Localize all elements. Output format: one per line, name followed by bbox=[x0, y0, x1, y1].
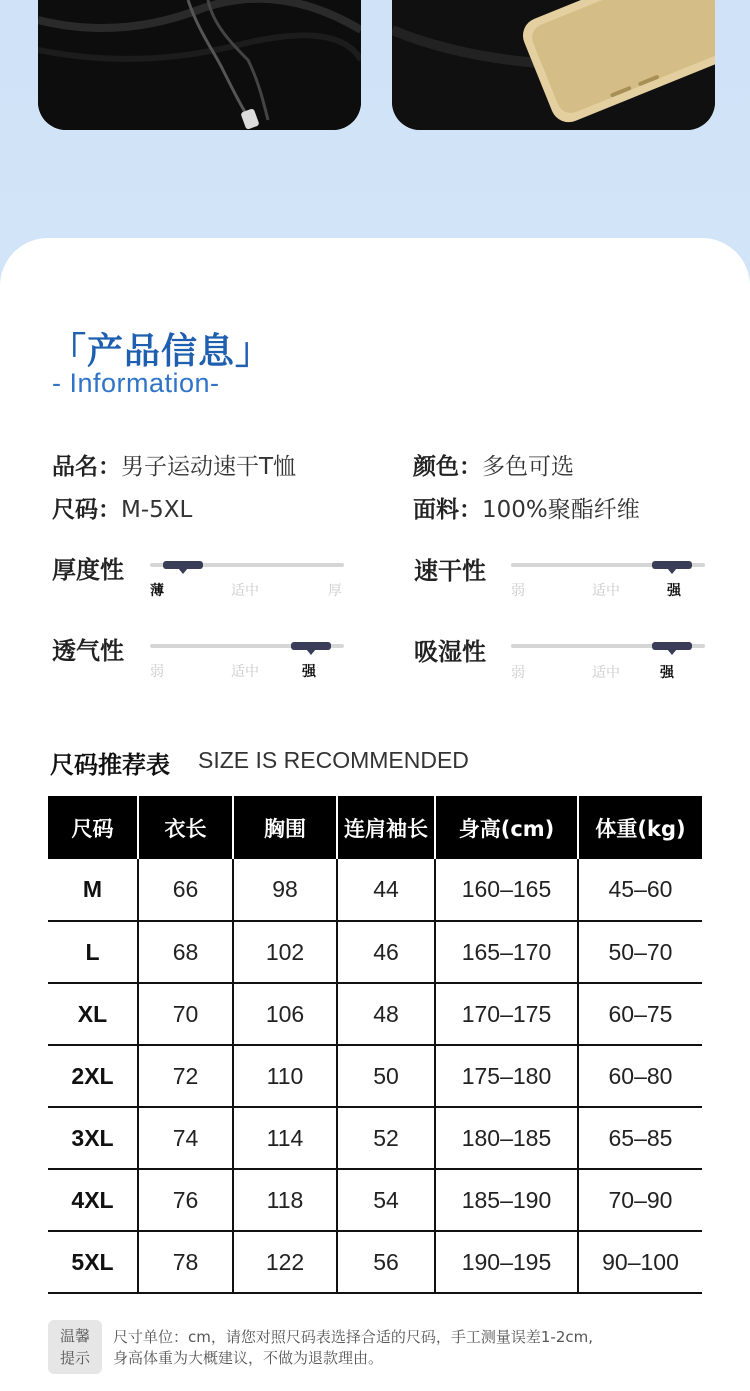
table-cell: 74 bbox=[138, 1107, 233, 1169]
col-header: 体重(kg) bbox=[578, 796, 702, 859]
metric-tick: 适中 bbox=[231, 664, 259, 680]
metric-slider bbox=[511, 644, 705, 648]
metric-tick: 适中 bbox=[231, 583, 259, 599]
note-line1: 尺寸单位：cm，请您对照尺码表选择合适的尺码，手工测量误差1-2cm, bbox=[113, 1328, 593, 1346]
table-cell: 175–180 bbox=[435, 1045, 578, 1107]
col-header: 衣长 bbox=[138, 796, 233, 859]
col-header: 身高(cm) bbox=[435, 796, 578, 859]
table-cell: 72 bbox=[138, 1045, 233, 1107]
table-cell: 70 bbox=[138, 983, 233, 1045]
metric-slider bbox=[511, 563, 705, 567]
metric-tick: 强 bbox=[302, 664, 316, 680]
metric-tick: 强 bbox=[667, 583, 681, 599]
table-cell: 2XL bbox=[48, 1045, 138, 1107]
info-name bbox=[52, 448, 296, 481]
col-header: 胸围 bbox=[233, 796, 337, 859]
table-cell: 98 bbox=[233, 859, 337, 921]
metric-tick: 薄 bbox=[150, 583, 164, 599]
table-cell: 50–70 bbox=[578, 921, 702, 983]
table-cell: 44 bbox=[337, 859, 435, 921]
table-cell: 170–175 bbox=[435, 983, 578, 1045]
metric-tick: 适中 bbox=[592, 665, 620, 681]
table-cell: 106 bbox=[233, 983, 337, 1045]
table-row bbox=[48, 1169, 702, 1231]
table-cell: 60–75 bbox=[578, 983, 702, 1045]
metric-tick: 弱 bbox=[511, 583, 525, 599]
metric-slider bbox=[150, 644, 344, 648]
section-title: 「产品信息」 bbox=[50, 331, 273, 372]
table-cell: 66 bbox=[138, 859, 233, 921]
table-cell: 185–190 bbox=[435, 1169, 578, 1231]
metric-tick: 强 bbox=[660, 665, 674, 681]
table-cell: 110 bbox=[233, 1045, 337, 1107]
col-header: 连肩袖长 bbox=[337, 796, 435, 859]
table-cell: 52 bbox=[337, 1107, 435, 1169]
metric-tick: 弱 bbox=[511, 665, 525, 681]
metric-thumb bbox=[652, 642, 692, 650]
metric-thumb bbox=[291, 642, 331, 650]
table-row bbox=[48, 983, 702, 1045]
table-cell: 180–185 bbox=[435, 1107, 578, 1169]
table-cell: 78 bbox=[138, 1231, 233, 1293]
table-cell: 122 bbox=[233, 1231, 337, 1293]
note-line2: 身高体重为大概建议，不做为退款理由。 bbox=[113, 1349, 384, 1367]
table-cell: M bbox=[48, 859, 138, 921]
metric-label: 吸湿性 bbox=[414, 638, 486, 666]
note-badge bbox=[48, 1320, 102, 1374]
size-table bbox=[48, 796, 702, 1294]
table-cell: L bbox=[48, 921, 138, 983]
metric-slider bbox=[150, 563, 344, 567]
info-size bbox=[52, 491, 192, 524]
table-cell: 45–60 bbox=[578, 859, 702, 921]
info-fabric-label: 面料： bbox=[413, 497, 482, 523]
note-text bbox=[113, 1327, 593, 1369]
table-cell: 68 bbox=[138, 921, 233, 983]
table-cell: 160–165 bbox=[435, 859, 578, 921]
table-row bbox=[48, 1045, 702, 1107]
table-cell: 190–195 bbox=[435, 1231, 578, 1293]
metric-label: 速干性 bbox=[414, 557, 486, 585]
info-fabric-value: 100%聚酯纤维 bbox=[482, 497, 640, 523]
table-cell: 65–85 bbox=[578, 1107, 702, 1169]
product-photo-drawstring bbox=[38, 0, 361, 130]
table-cell: 48 bbox=[337, 983, 435, 1045]
size-table-header bbox=[48, 796, 702, 859]
table-cell: 46 bbox=[337, 921, 435, 983]
metric-thumb bbox=[652, 561, 692, 569]
info-name-label: 品名： bbox=[52, 454, 121, 480]
info-color-label: 颜色： bbox=[413, 454, 482, 480]
table-cell: 90–100 bbox=[578, 1231, 702, 1293]
table-cell: 76 bbox=[138, 1169, 233, 1231]
table-row bbox=[48, 1107, 702, 1169]
table-row bbox=[48, 1231, 702, 1293]
table-cell: XL bbox=[48, 983, 138, 1045]
table-row bbox=[48, 921, 702, 983]
table-cell: 70–90 bbox=[578, 1169, 702, 1231]
table-cell: 5XL bbox=[48, 1231, 138, 1293]
table-cell: 4XL bbox=[48, 1169, 138, 1231]
metric-tick: 厚 bbox=[328, 583, 342, 599]
note-badge-line2: 提示 bbox=[59, 1349, 90, 1367]
info-size-label: 尺码： bbox=[52, 497, 121, 523]
table-cell: 165–170 bbox=[435, 921, 578, 983]
size-table-title: 尺码推荐表 bbox=[50, 751, 170, 779]
metric-label: 厚度性 bbox=[52, 556, 124, 584]
info-color bbox=[413, 448, 574, 481]
col-header: 尺码 bbox=[48, 796, 138, 859]
metric-label: 透气性 bbox=[52, 637, 124, 665]
metric-tick: 适中 bbox=[592, 583, 620, 599]
table-cell: 60–80 bbox=[578, 1045, 702, 1107]
metric-thumb bbox=[163, 561, 203, 569]
table-cell: 102 bbox=[233, 921, 337, 983]
section-subtitle: - Information- bbox=[52, 368, 220, 398]
table-row bbox=[48, 859, 702, 921]
table-cell: 54 bbox=[337, 1169, 435, 1231]
product-photo-pocket-phone bbox=[392, 0, 715, 130]
note-badge-line1: 温馨 bbox=[59, 1327, 90, 1345]
info-name-value: 男子运动速干T恤 bbox=[121, 454, 297, 480]
info-size-value: M-5XL bbox=[121, 497, 193, 523]
size-table-subtitle: SIZE IS RECOMMENDED bbox=[198, 747, 469, 773]
info-fabric bbox=[413, 491, 640, 524]
info-color-value: 多色可选 bbox=[482, 454, 574, 480]
table-cell: 56 bbox=[337, 1231, 435, 1293]
metric-tick: 弱 bbox=[150, 664, 164, 680]
table-cell: 3XL bbox=[48, 1107, 138, 1169]
table-cell: 118 bbox=[233, 1169, 337, 1231]
table-cell: 114 bbox=[233, 1107, 337, 1169]
table-cell: 50 bbox=[337, 1045, 435, 1107]
